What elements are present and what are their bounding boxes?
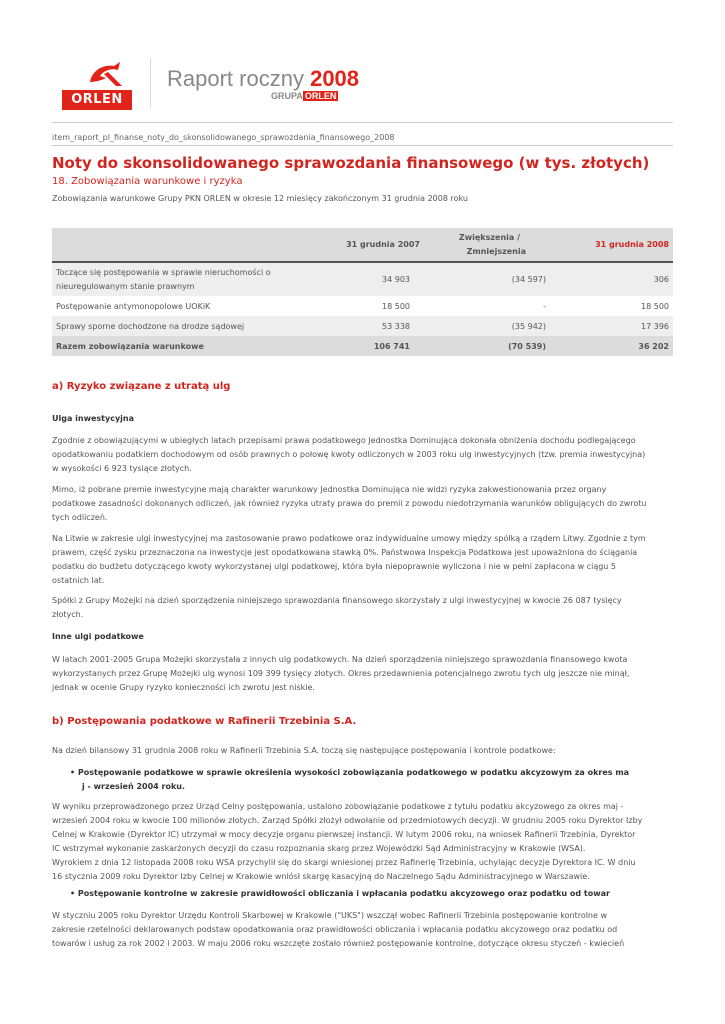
subsection-ulga-inwestycyjna: Ulga inwestycyjna (52, 414, 134, 423)
row-label: Postępowanie antymonopolowe UOKiK (56, 301, 211, 311)
table-total-row (52, 336, 673, 356)
bullet-item (70, 766, 629, 794)
value-2007: 34 903 (312, 262, 424, 296)
text-line: W latach 2001-2005 Grupa Możejki skorzystała z innych ulg podatkowych. Na dzień sporządzenia niniejszego sprawozdania finansowego kwota (52, 655, 628, 664)
text-line: podatku do budżetu dotyczącego kwoty wykorzystanej ulgi podatkowej, która była niepoprawnie wyliczona i nie w pełni zapłacona w ciągu 5 (52, 562, 617, 571)
text-line: ostatnich lat. (52, 576, 105, 585)
text-line: Spółki z Grupy Możejki na dzień sporządzenia niniejszego sprawozdania finansowego skorzystały z ulgi inwestycyjnej w kwocie 26 087 tysięcy (52, 596, 622, 605)
contingent-liabilities-table (52, 228, 673, 356)
header-2007: 31 grudnia 2007 (312, 228, 424, 262)
text-line: Mimo, iż pobrane premie inwestycyjne mają charakter warunkowy Jednostka Dominująca nie widzi ryzyka zakwestionowania przez organy (52, 485, 607, 494)
table-header-row (52, 228, 673, 262)
header-change-line1: Zwiększenia / (458, 232, 520, 242)
table-row (52, 316, 673, 336)
total-change: (70 539) (424, 336, 554, 356)
text-line: wykorzystanych przez Grupę Możejki ulg wynosi 109 399 tysięcy złotych. Okres przedawnienia potencjalnego zwrotu tych ulg jeszcze nie minął, (52, 669, 630, 678)
text-line: jednak w ocenie Grupy ryzyko konieczności ich zwrotu jest niskie. (52, 683, 315, 692)
table-row (52, 296, 673, 316)
paragraph (52, 483, 673, 525)
page-title: Noty do skonsolidowanego sprawozdania finansowego (w tys. złotych) (52, 154, 650, 172)
value-change: (35 942) (424, 316, 554, 336)
total-label: Razem zobowiązania warunkowe (52, 336, 312, 356)
text-line: podatkowe zasadności dokonanych odliczeń, jak również ryzyka utraty prawa do premii z powodu niedotrzymania warunków obligujących do zwrotu (52, 499, 647, 508)
table-intro: Zobowiązania warunkowe Grupy PKN ORLEN w okresie 12 miesięcy zakończonym 31 grudnia 2008 roku (52, 194, 468, 203)
paragraph (52, 800, 673, 884)
text-line: w wysokości 6 923 tysiące złotych. (52, 464, 192, 473)
paragraph (52, 532, 673, 588)
section-a-title: a) Ryzyko związane z utratą ulg (52, 381, 231, 392)
text-line: Zgodnie z obowiązującymi w ubiegłych latach przepisami prawa podatkowego Jednostka Dominująca dokonała obniżenia dochodu podlegającego (52, 436, 636, 445)
page-header (0, 0, 725, 120)
value-2007: 53 338 (312, 316, 424, 336)
section-b-title: b) Postępowania podatkowe w Rafinerii Trzebinia S.A. (52, 716, 357, 727)
text-line: Na dzień bilansowy 31 grudnia 2008 roku w Rafinerii Trzebinia S.A. toczą się następujące postępowania i kontrole podatkowe: (52, 746, 556, 755)
text-line: złotych. (52, 610, 84, 619)
orlen-eagle-icon (84, 60, 124, 90)
paragraph (52, 653, 673, 695)
bullet-line: • Postępowanie podatkowe w sprawie określenia wysokości zobowiązania podatkowego w podatku akcyzowym za okres ma (70, 768, 630, 777)
row-label-line2: nieuregulowanym stanie prawnym (56, 281, 195, 291)
report-year: 2008 (310, 66, 360, 91)
paragraph (52, 434, 673, 476)
header-2008: 31 grudnia 2008 (554, 228, 673, 262)
item-identifier: item_raport_pl_finanse_noty_do_skonsolidowanego_sprawozdania_finansowego_2008 (52, 133, 395, 142)
top-rule (52, 122, 673, 123)
header-change-line2: Zmniejszenia (466, 246, 526, 256)
row-label-line1: Toczące się postępowania w sprawie nieruchomości o (56, 267, 271, 277)
logo-wordmark: ORLEN (62, 90, 132, 110)
header-change (424, 228, 554, 262)
text-line: opodatkowaniu podatkiem dochodowym od osób prawnych o połowę kwoty odliczonych w 2003 roku ulg inwestycyjnych (tzw. premia inwestycyjna) (52, 450, 646, 459)
text-line: Celnej w Krakowie (Dyrektor IC) utrzymał w mocy decyzje organu pierwszej instancji. W lutym 2006 roku, na wniosek Rafinerii Trzebinia, Dyrektor (52, 830, 636, 839)
text-line: 16 stycznia 2009 roku Dyrektor Izby Celnej w Krakowie wniósł skargę kasacyjną do Naczelnego Sądu Administracyjnego w Warszawie. (52, 872, 590, 881)
report-title (167, 66, 359, 92)
value-change: (34 597) (424, 262, 554, 296)
header-label (52, 228, 312, 262)
text-line: wrzesień 2004 roku w kwocie 100 milionów złotych. Zarząd Spółki złożył odwołanie od przedmiotowych decyzji. W grudniu 2005 roku Dyrektor Izby (52, 816, 643, 825)
row-label: Sprawy sporne dochodzone na drodze sądowej (52, 316, 312, 336)
value-2008: 18 500 (641, 301, 669, 311)
text-line: prawem, część zysku przeznaczona na inwestycje jest opodatkowana stawką 0%. Państwowa Inspekcja Podatkowa jest upoważniona do ściągania (52, 548, 638, 557)
value-2007: 18 500 (382, 301, 410, 311)
paragraph (52, 909, 673, 951)
text-line: towarów i usług za rok 2002 i 2003. W maju 2006 roku wszczęte zostało również postępowanie kontrolne, dotyczące okresu styczeń - kwiecień (52, 939, 625, 948)
subsection-inne-ulgi: Inne ulgi podatkowe (52, 632, 144, 641)
text-line: W styczniu 2005 roku Dyrektor Urzędu Kontroli Skarbowej w Krakowie ("UKS") wszczął wobec Rafinerii Trzebinia postępowanie kontrolne w (52, 911, 608, 920)
bullet-line: • Postępowanie kontrolne w zakresie prawidłowości obliczania i wpłacania podatku akcyzowego oraz podatku od towar (70, 889, 610, 898)
section-subtitle: 18. Zobowiązania warunkowe i ryzyka (52, 176, 243, 187)
text-line: IC wstrzymał wykonanie zaskarżonych decyzji do czasu rozpoznania skarg przez Wojewódzki Sąd Administracyjny w Krakowie (WSA). (52, 844, 586, 853)
paragraph (52, 744, 673, 758)
grupa-brand: ORLEN (304, 91, 337, 101)
text-line: tych odliczeń. (52, 513, 108, 522)
bullet-line: j - wrzesień 2004 roku. (82, 782, 186, 791)
text-line: Wyrokiem z dnia 12 listopada 2008 roku WSA przychylił się do skargi wniesionej przez Rafinerię Trzebinia, uchylając decyzje Dyrektora IC. W dniu (52, 858, 636, 867)
paragraph (52, 594, 673, 622)
value-change: - (543, 301, 546, 311)
header-divider (150, 58, 151, 108)
report-title-text: Raport roczny (167, 66, 304, 91)
value-2008: 306 (554, 262, 673, 296)
table-row (52, 262, 673, 296)
text-line: Na Litwie w zakresie ulgi inwestycyjnej ma zastosowanie prawo podatkowe oraz indywidualne umowy między spółką a rządem Litwy. Zgodnie z tym (52, 534, 646, 543)
value-2008: 17 396 (554, 316, 673, 336)
text-line: zakresie rzetelności deklarowanych podstaw opodatkowania oraz prawidłowości obliczania i wpłacania podatku akcyzowego oraz podatku od (52, 925, 618, 934)
grupa-orlen-label (271, 91, 338, 101)
bullet-item (70, 887, 610, 901)
total-2007: 106 741 (312, 336, 424, 356)
total-2008: 36 202 (554, 336, 673, 356)
row-label (52, 262, 312, 296)
orlen-logo[interactable] (56, 60, 132, 110)
item-rule (52, 145, 673, 146)
text-line: W wyniku przeprowadzonego przez Urząd Celny postępowania, ustalono zobowiązanie podatkowe z tytułu podatku akcyzowego za okres maj - (52, 802, 624, 811)
grupa-text: GRUPA (271, 91, 303, 101)
